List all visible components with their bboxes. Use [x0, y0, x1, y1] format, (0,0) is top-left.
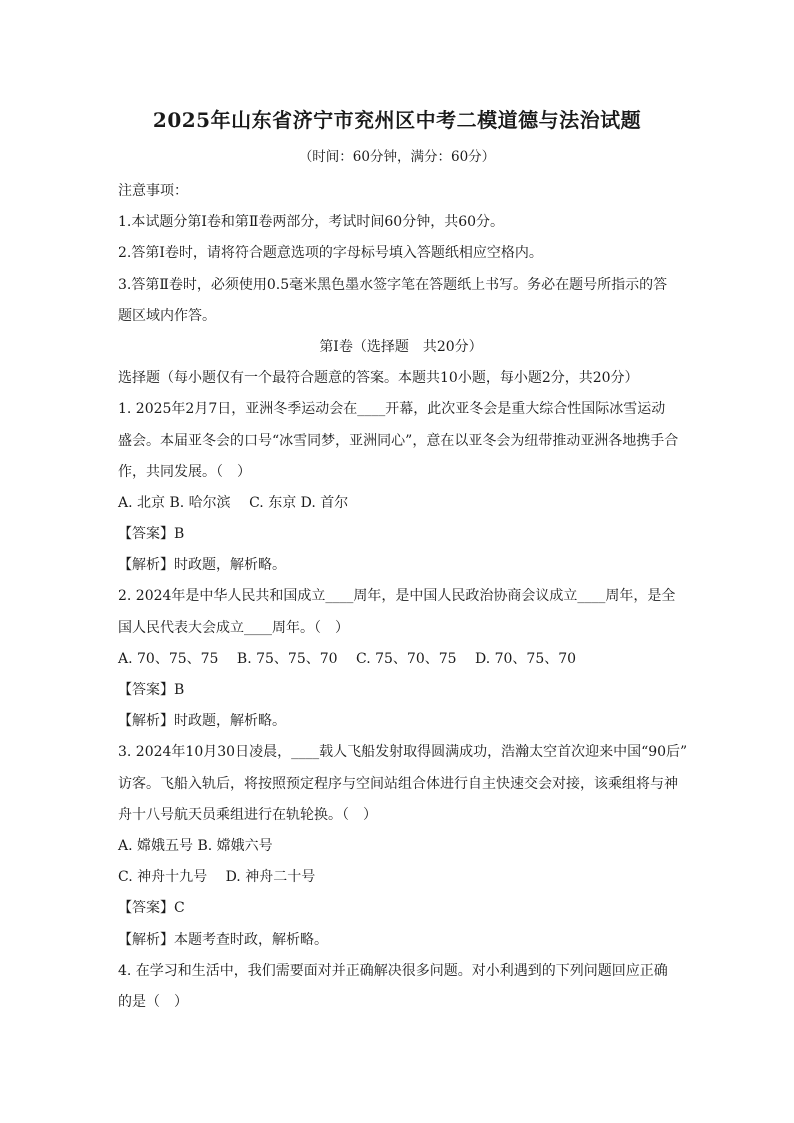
document-body — [118, 176, 688, 1018]
question-4-stem: 4. 在学习和生活中，我们需要面对并正确解决很多问题。对小利遇到的下列问题回应正确 — [118, 962, 668, 979]
notice-item-2: 2.答第Ⅰ卷时，请将符合题意选项的字母标号填入答题纸相应空格内。 — [118, 245, 543, 262]
notice-item-1: 1.本试题分第Ⅰ卷和第Ⅱ卷两部分，考试时间60分钟，共60分。 — [118, 214, 505, 231]
question-3-stem-line-2: 访客。飞船入轨后，将按照预定程序与空间站组合体进行自主快速交会对接，该乘组将与神 — [118, 775, 678, 792]
exam-time-and-score: （时间：60分钟，满分：60分） — [298, 149, 496, 165]
question-2-analysis: 【解析】时政题，解析略。 — [118, 713, 286, 730]
question-4-stem-line-2: 的是（ ） — [118, 993, 188, 1010]
question-2-options: A. 70、75、75 B. 75、75、70 C. 75、70、75 D. 70、75、70 — [118, 650, 577, 667]
section-instructions: 选择题（每小题仅有一个最符合题意的答案。本题共10小题，每小题2分，共20分） — [118, 370, 639, 387]
notice-item-3-continued: 题区域内作答。 — [118, 307, 216, 324]
question-1-analysis: 【解析】时政题，解析略。 — [118, 557, 286, 574]
question-2-stem-line-2: 国人民代表大会成立____周年。（ ） — [118, 619, 349, 636]
question-3-analysis: 【解析】本题考查时政，解析略。 — [118, 931, 328, 948]
question-3-stem-line-3: 舟十八号航天员乘组进行在轨轮换。（ ） — [118, 806, 377, 823]
section-heading: 第Ⅰ卷（选择题 共20分） — [319, 338, 483, 355]
question-3-options-cd: C. 神舟十九号 D. 神舟二十号 — [118, 869, 316, 886]
notice-item-3: 3.答第Ⅱ卷时，必须使用0.5毫米黑色墨水签字笔在答题纸上书写。务必在题号所指示的答 — [118, 276, 668, 293]
question-3-options-ab: A. 嫦娥五号 B. 嫦娥六号 — [118, 837, 273, 854]
question-1-options: A. 北京 B. 哈尔滨 C. 东京 D. 首尔 — [118, 494, 349, 511]
document-title: 2025年山东省济宁市兖州区中考二模道德与法治试题 — [152, 108, 642, 132]
question-1-stem-line-3: 作，共同发展。（ ） — [118, 463, 251, 480]
question-1-stem: 1. 2025年2月7日，亚洲冬季运动会在____开幕，此次亚冬会是重大综合性国际冰雪运动 — [118, 401, 666, 418]
question-1-stem-line-2: 盛会。本届亚冬会的口号“冰雪同梦，亚洲同心”，意在以亚冬会为纽带推动亚洲各地携手合 — [118, 432, 679, 449]
question-3-stem: 3. 2024年10月30日凌晨，____载人飞船发射取得圆满成功，浩瀚太空首次迎来中国“90后” — [118, 744, 688, 761]
notice-heading: 注意事项： — [118, 183, 188, 199]
question-2-answer: 【答案】B — [118, 682, 185, 698]
question-1-answer: 【答案】B — [118, 526, 185, 543]
question-3-answer: 【答案】C — [118, 900, 185, 917]
question-2-stem: 2. 2024年是中华人民共和国成立____周年，是中国人民政治协商会议成立____周年，是全 — [118, 588, 676, 605]
